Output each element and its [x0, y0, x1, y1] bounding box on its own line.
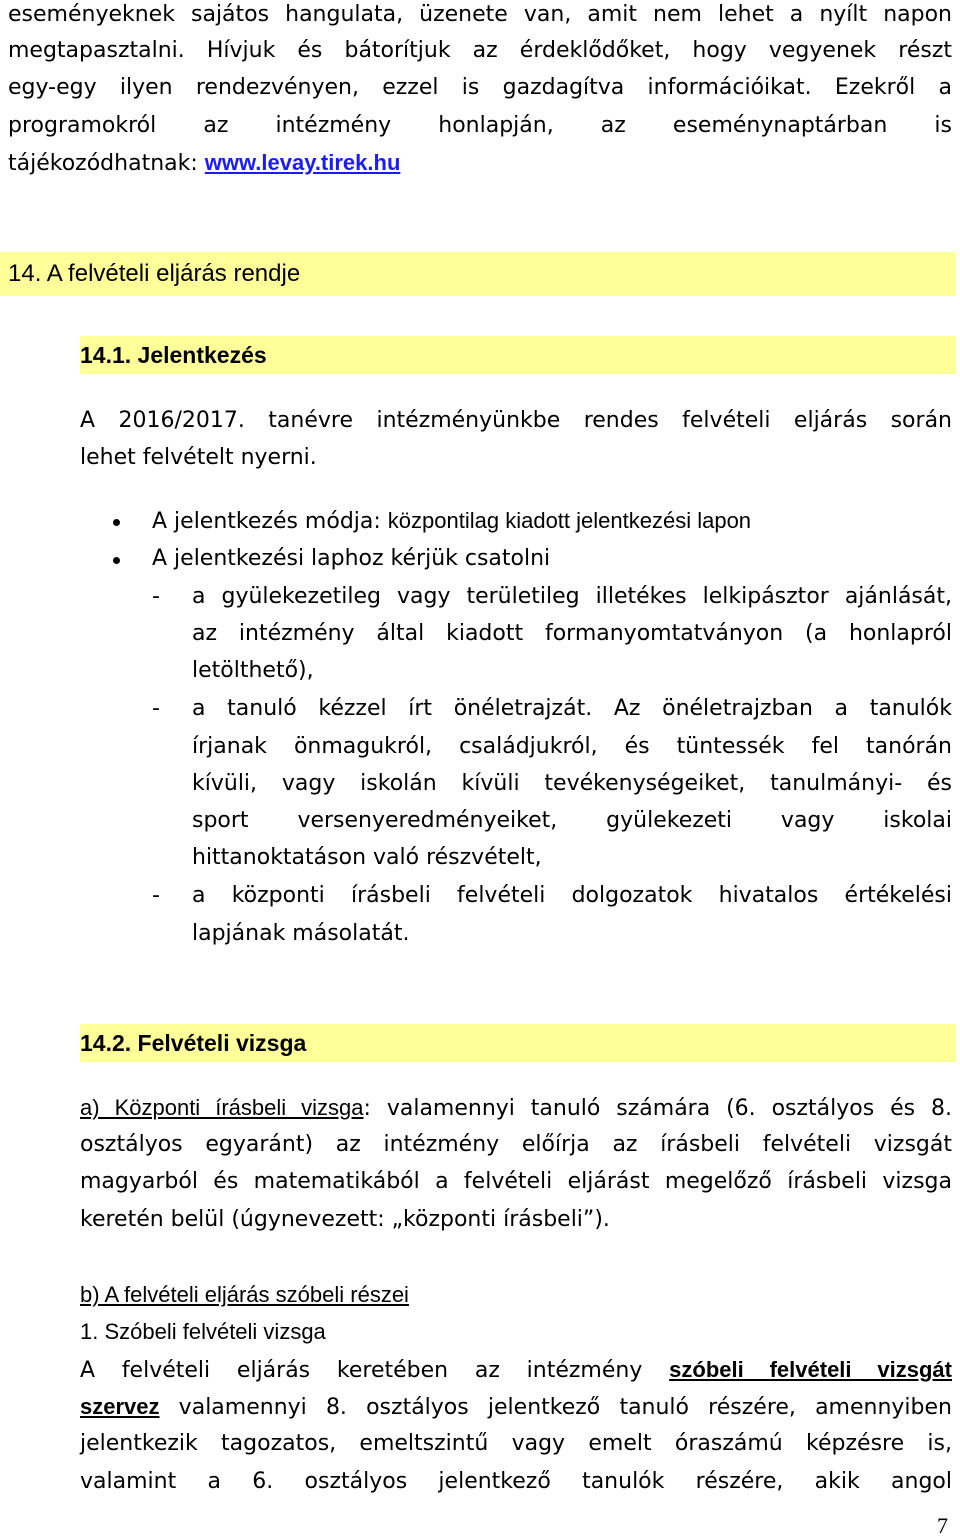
sub-item-line: kívüli, vagy iskolán kívüli tevékenységeiket, tanulmányi- és	[192, 771, 952, 796]
intro-line: egy-egy ilyen rendezvényen, ezzel is gazdagítva információikat. Ezekről a	[8, 75, 952, 100]
list-item-label: A jelentkezés módja:	[152, 509, 388, 534]
dash-marker: -	[152, 696, 160, 721]
paragraph-line: lehet felvételt nyerni.	[80, 445, 317, 470]
paragraph-text: : valamennyi tanuló számára (6. osztályos és 8.	[363, 1096, 952, 1121]
list-item-emphasis: központilag kiadott jelentkezési lapon	[387, 508, 752, 533]
bullet-icon	[113, 519, 120, 526]
paragraph-line: jelentkezik tagozatos, emeltszintű vagy emelt óraszámú képzésre is,	[80, 1431, 952, 1456]
sub-item-line: a központi írásbeli felvételi dolgozatok hivatalos értékelési	[192, 883, 952, 908]
page-number: 7	[937, 1513, 948, 1538]
sub-item-line: a tanuló kézzel írt önéletrajzát. Az önéletrajzban a tanulók	[192, 696, 952, 721]
dash-marker: -	[152, 883, 160, 908]
paragraph-emphasis: szóbeli felvételi vizsgát	[669, 1357, 952, 1382]
subheading-b1: 1. Szóbeli felvételi vizsga	[80, 1319, 326, 1344]
sub-item-line: hittanoktatáson való részvételt,	[192, 845, 542, 870]
paragraph-emphasis: szervez	[80, 1394, 160, 1419]
sub-item-line: a gyülekezetileg vagy területileg illetékes lelkipásztor ajánlását,	[192, 584, 952, 609]
paragraph-line: valamint a 6. osztályos jelentkező tanulók részére, akik angol	[80, 1469, 952, 1494]
website-link[interactable]: www.levay.tirek.hu	[204, 150, 401, 175]
sub-item-line: sport versenyeredményeiket, gyülekezeti vagy iskolai	[192, 808, 952, 833]
list-item	[152, 506, 751, 537]
bullet-icon	[113, 557, 120, 564]
list-item: A jelentkezési laphoz kérjük csatolni	[152, 546, 551, 571]
paragraph-line	[80, 1355, 952, 1386]
intro-line: programokról az intézmény honlapján, az eseménynaptárban is	[8, 113, 952, 138]
dash-marker: -	[152, 584, 160, 609]
intro-line: megtapasztalni. Hívjuk és bátorítjuk az érdeklődőket, hogy vegyenek részt	[8, 38, 952, 63]
paragraph-line: magyarból és matematikából a felvételi eljárást megelőző írásbeli vizsga	[80, 1169, 952, 1194]
sub-item-line: írjanak önmagukról, családjukról, és tüntessék fel tanórán	[192, 734, 952, 759]
paragraph-line: osztályos egyaránt) az intézmény előírja az írásbeli felvételi vizsgát	[80, 1132, 952, 1157]
intro-text: tájékozódhatnak:	[8, 151, 205, 176]
intro-line	[8, 148, 952, 179]
paragraph-line	[80, 1392, 952, 1423]
paragraph-line	[80, 1093, 952, 1124]
paragraph-text: A felvételi eljárás keretében az intézmény	[80, 1358, 670, 1383]
sub-item-line: az intézmény által kiadott formanyomtatványon (a honlapról	[192, 621, 952, 646]
section-14-2-title: 14.2. Felvételi vizsga	[80, 1030, 307, 1056]
intro-line: eseményeknek sajátos hangulata, üzenete van, amit nem lehet a nyílt napon	[8, 2, 952, 27]
subheading-b: b) A felvételi eljárás szóbeli részei	[80, 1282, 409, 1307]
section-14-1-title: 14.1. Jelentkezés	[80, 342, 267, 368]
sub-item-line: letölthető),	[192, 658, 314, 683]
paragraph-text: valamennyi 8. osztályos jelentkező tanuló részére, amennyiben	[159, 1395, 952, 1420]
section-14-title: 14. A felvételi eljárás rendje	[8, 260, 301, 287]
paragraph-line: A 2016/2017. tanévre intézményünkbe rendes felvételi eljárás során	[80, 408, 952, 433]
paragraph-line: keretén belül (úgynevezett: „központi írásbeli”).	[80, 1207, 610, 1232]
sub-item-line: lapjának másolatát.	[192, 921, 410, 946]
subheading-a: a) Központi írásbeli vizsga	[80, 1095, 364, 1120]
